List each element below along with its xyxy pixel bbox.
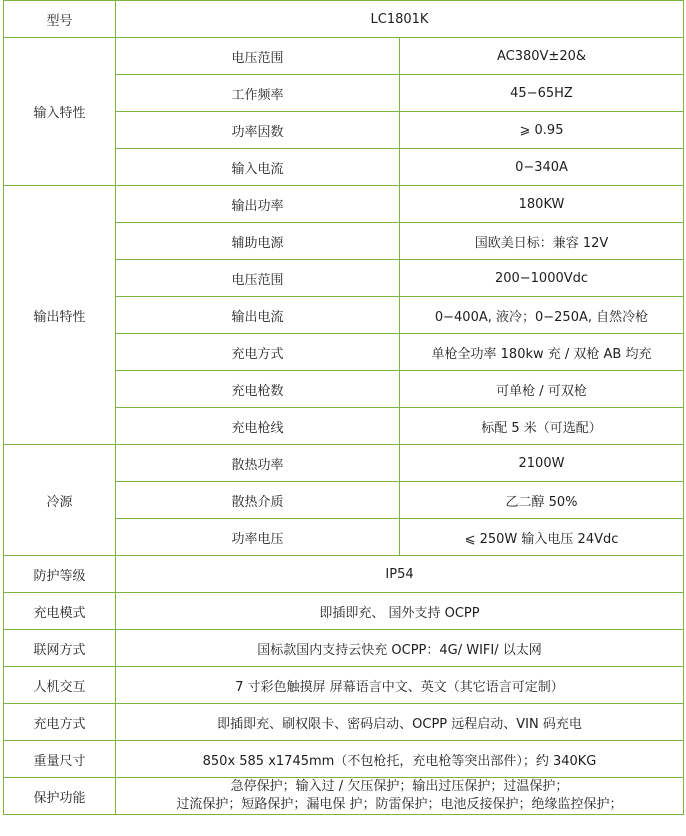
single-value: 7 寸彩色触摸屏 屏幕语言中文、英文（其它语言可定制）: [116, 667, 684, 704]
param-value: 乙二醇 50%: [400, 482, 684, 519]
model-label: 型号: [4, 1, 116, 38]
single-label: 充电模式: [4, 593, 116, 630]
param-name: 充电枪线: [116, 408, 400, 445]
param-name: 输出功率: [116, 186, 400, 223]
param-name: 充电枪数: [116, 371, 400, 408]
protection-line-1: 急停保护；输入过 / 欠压保护；输出过压保护；过温保护；: [230, 779, 569, 794]
single-value: IP54: [116, 556, 684, 593]
param-name: 散热介质: [116, 482, 400, 519]
protection-value: [116, 778, 684, 815]
param-name: 功率电压: [116, 519, 400, 556]
row-output-power: [4, 186, 684, 223]
row-charge-mode: [4, 593, 684, 630]
row-weight-size: [4, 741, 684, 778]
single-label: 人机交互: [4, 667, 116, 704]
param-name: 功率因数: [116, 112, 400, 149]
row-model: [4, 1, 684, 38]
param-name: 工作频率: [116, 75, 400, 112]
param-name: 输出电流: [116, 297, 400, 334]
row-hmi: [4, 667, 684, 704]
single-value: 国标款国内支持云快充 OCPP：4G/ WIFI/ 以太网: [116, 630, 684, 667]
param-name: 电压范围: [116, 260, 400, 297]
param-value: 国欧美日标：兼容 12V: [400, 223, 684, 260]
param-name: 辅助电源: [116, 223, 400, 260]
single-label: 重量尺寸: [4, 741, 116, 778]
single-value: 即插即充、 国外支持 OCPP: [116, 593, 684, 630]
param-value: ⩽ 250W 输入电压 24Vdc: [400, 519, 684, 556]
row-start-method: [4, 704, 684, 741]
row-cooling-power: [4, 445, 684, 482]
param-value: 标配 5 米（可选配）: [400, 408, 684, 445]
param-name: 散热功率: [116, 445, 400, 482]
row-protection-functions: [4, 778, 684, 815]
input-group-label: 输入特性: [4, 38, 116, 186]
param-value: 180KW: [400, 186, 684, 223]
model-value: LC1801K: [116, 1, 684, 38]
param-value: 45−65HZ: [400, 75, 684, 112]
output-group-label: 输出特性: [4, 186, 116, 445]
cooling-group-label: 冷源: [4, 445, 116, 556]
row-protection-rating: [4, 556, 684, 593]
row-input-voltage: [4, 38, 684, 75]
param-value: AC380V±20&: [400, 38, 684, 75]
protection-line-2: 过流保护；短路保护；漏电保 护；防雷保护；电池反接保护；绝缘监控保护；: [176, 797, 623, 812]
row-network: [4, 630, 684, 667]
param-name: 充电方式: [116, 334, 400, 371]
single-value: 850x 585 x1745mm（不包枪托，充电枪等突出部件）；约 340KG: [116, 741, 684, 778]
param-value: 单枪全功率 180kw 充 / 双枪 AB 均充: [400, 334, 684, 371]
spec-table: [3, 0, 684, 815]
param-value: 0−400A, 液冷；0−250A, 自然冷枪: [400, 297, 684, 334]
single-value: 即插即充、刷权限卡、密码启动、OCPP 远程启动、VIN 码充电: [116, 704, 684, 741]
single-label: 防护等级: [4, 556, 116, 593]
param-name: 输入电流: [116, 149, 400, 186]
param-name: 电压范围: [116, 38, 400, 75]
param-value: 2100W: [400, 445, 684, 482]
param-value: ⩾ 0.95: [400, 112, 684, 149]
single-label: 联网方式: [4, 630, 116, 667]
single-label: 充电方式: [4, 704, 116, 741]
param-value: 0−340A: [400, 149, 684, 186]
protection-label: 保护功能: [4, 778, 116, 815]
param-value: 可单枪 / 可双枪: [400, 371, 684, 408]
param-value: 200−1000Vdc: [400, 260, 684, 297]
